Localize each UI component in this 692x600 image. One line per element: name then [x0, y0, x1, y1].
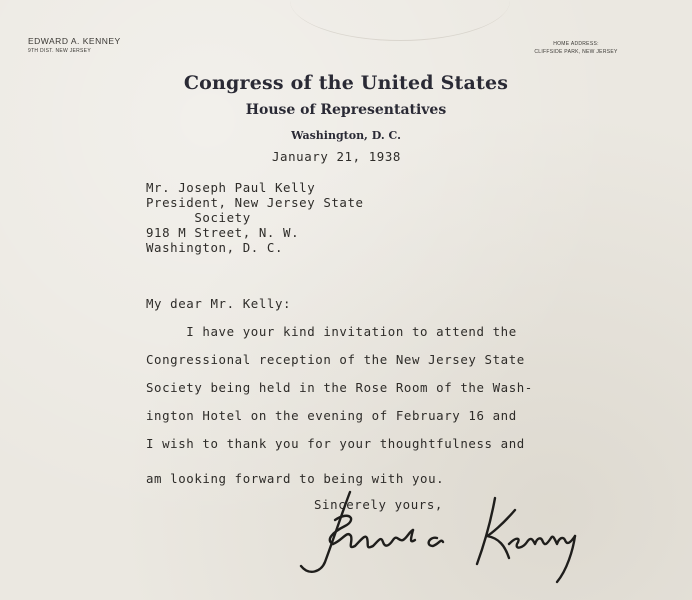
home-address-label: HOME ADDRESS: [553, 41, 599, 47]
letter-date: January 21, 1938 [272, 149, 401, 164]
body-line: I wish to thank you for your thoughtfulness and [146, 436, 525, 451]
letterhead-left [28, 36, 158, 54]
letterhead-right [496, 39, 656, 55]
recipient-line: Mr. Joseph Paul Kelly [146, 180, 316, 195]
body-line: Society being held in the Rose Room of the Wash- [146, 380, 533, 395]
recipient-line: Society [146, 210, 251, 225]
closing: Sincerely yours, [314, 497, 443, 512]
home-address: CLIFFSIDE PARK, NEW JERSEY [534, 49, 618, 55]
body-line: am looking forward to being with you. [146, 471, 445, 486]
handwritten-signature [295, 480, 595, 590]
salutation: My dear Mr. Kelly: [146, 296, 292, 311]
paper-fold-mark [290, 0, 510, 41]
letterhead-city: Washington, D. C. [291, 129, 401, 142]
body-line: I have your kind invitation to attend the [146, 324, 517, 339]
recipient-line: Washington, D. C. [146, 240, 284, 255]
recipient-line: 918 M Street, N. W. [146, 225, 300, 240]
body-line: ington Hotel on the evening of February 16 and [146, 408, 517, 423]
letterhead-title: Congress of the United States [183, 72, 509, 94]
recipient-line: President, New Jersey State [146, 195, 364, 210]
district-label: 9TH DIST. NEW JERSEY [28, 48, 91, 54]
body-line: Congressional reception of the New Jersey State [146, 352, 525, 367]
letterhead-subtitle: House of Representatives [245, 102, 447, 118]
representative-name: EDWARD A. KENNEY [28, 36, 121, 46]
